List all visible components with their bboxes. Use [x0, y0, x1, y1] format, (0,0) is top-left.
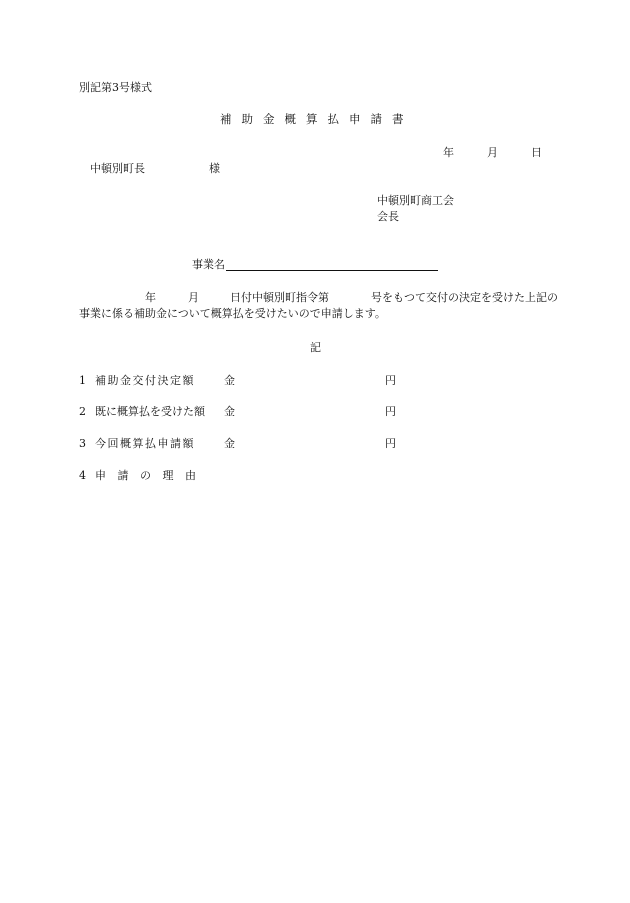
title-char: 払 — [327, 112, 339, 126]
body-month: 月 — [188, 291, 199, 304]
item-number: 1 — [79, 374, 86, 387]
item-yen: 円 — [385, 437, 396, 450]
item-kin: 金 — [224, 437, 235, 450]
title-char: 概 — [284, 112, 296, 126]
ki-heading: 記 — [310, 341, 321, 354]
title-char: 助 — [241, 112, 253, 126]
body-year: 年 — [145, 291, 156, 304]
title-char: 請 — [370, 112, 382, 126]
item-label: 今回概算払申請額 — [95, 437, 195, 450]
body-text-2: 号をもつて交付の決定を受けた上記の — [371, 291, 558, 304]
title-char: 書 — [392, 112, 404, 126]
body-line-2: 事業に係る補助金について概算払を受けたいので申請します。 — [79, 307, 386, 320]
item-label: 既に概算払を受けた額 — [95, 405, 205, 418]
date-year-label: 年 — [443, 146, 454, 159]
title-char: 算 — [306, 112, 318, 126]
item-number: 3 — [79, 437, 86, 450]
applicant-org: 中頓別町商工会 — [377, 194, 454, 207]
item-yen: 円 — [385, 405, 396, 418]
title-char: 補 — [220, 112, 232, 126]
date-field — [443, 146, 542, 160]
item-label: 補助金交付決定額 — [95, 374, 195, 387]
item-kin: 金 — [224, 405, 235, 418]
item-label: 申 請 の 理 由 — [95, 469, 196, 482]
addressee-name: 中頓別町長 — [90, 162, 145, 175]
item-number: 2 — [79, 405, 86, 418]
body-text-1: 日付中頓別町指令第 — [230, 291, 329, 304]
date-month-label: 月 — [487, 146, 498, 159]
item-kin: 金 — [224, 374, 235, 387]
addressee-honorific: 様 — [209, 162, 220, 175]
item-yen: 円 — [385, 374, 396, 387]
project-name-label: 事業名 — [192, 258, 225, 271]
title-char: 申 — [349, 112, 361, 126]
title-char: 金 — [263, 112, 275, 126]
project-name-line — [226, 257, 438, 271]
form-number: 別記第3号様式 — [79, 81, 152, 94]
applicant-role: 会長 — [377, 210, 399, 223]
item-number: 4 — [79, 469, 86, 482]
date-day-label: 日 — [531, 146, 542, 159]
document-title — [220, 112, 404, 127]
